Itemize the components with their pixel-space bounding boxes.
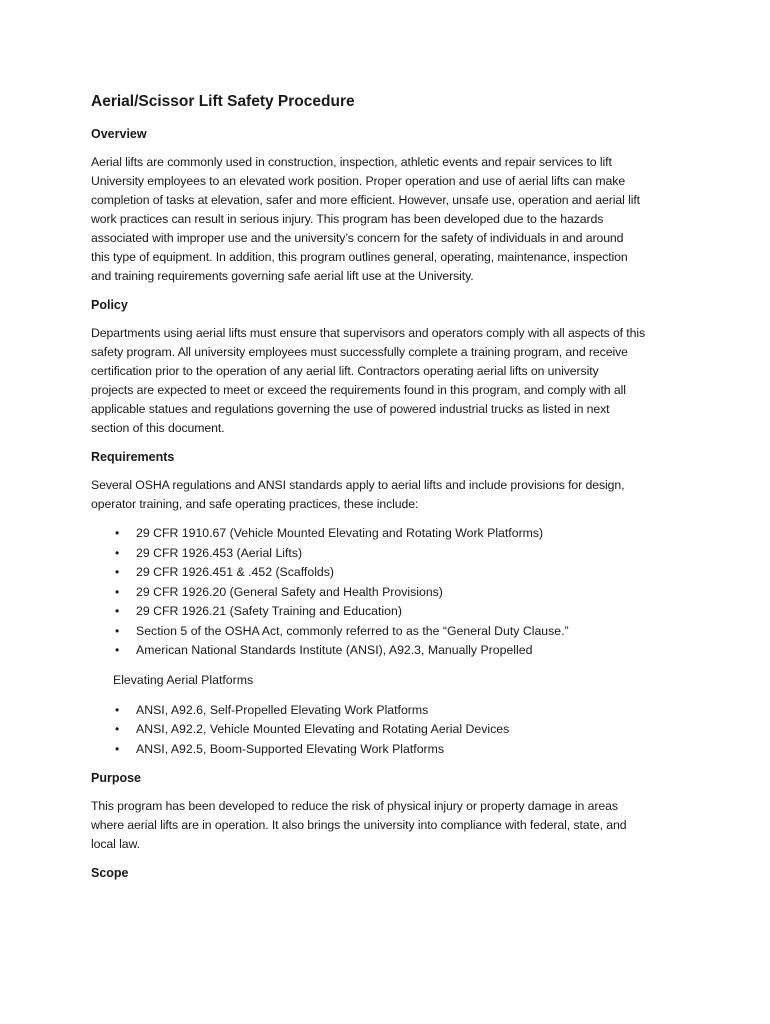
list-item <box>91 524 691 544</box>
purpose-paragraph <box>91 797 691 854</box>
scope-heading: Scope <box>91 866 129 880</box>
policy-line: section of this document. <box>91 421 225 435</box>
list-item-text: American National Standards Institute (ANSI), A92.3, Manually Propelled <box>136 643 533 657</box>
ansi-standards-list <box>91 701 691 760</box>
bullet-icon: • <box>115 526 120 540</box>
list-item-text: ANSI, A92.2, Vehicle Mounted Elevating and Rotating Aerial Devices <box>136 722 510 736</box>
list-item <box>91 602 691 622</box>
overview-paragraph <box>91 153 691 286</box>
list-item-text: 29 CFR 1926.20 (General Safety and Health Provisions) <box>136 584 443 599</box>
purpose-line: local law. <box>91 837 140 851</box>
bullet-icon: • <box>115 623 120 638</box>
document-title: Aerial/Scissor Lift Safety Procedure <box>91 93 355 110</box>
list-item <box>91 701 691 721</box>
policy-paragraph <box>91 324 691 438</box>
bullet-icon: • <box>115 643 120 657</box>
list-item-text: Section 5 of the OSHA Act, commonly referred to as the “General Duty Clause.” <box>136 623 569 638</box>
bullet-icon: • <box>115 565 120 579</box>
requirements-paragraph <box>91 476 691 514</box>
policy-line: applicable statues and regulations governing the use of powered industrial trucks as listed in next <box>91 402 610 416</box>
requirements-line: operator training, and safe operating practices, these include: <box>91 497 419 511</box>
bullet-icon: • <box>115 545 120 560</box>
list-item <box>91 544 691 564</box>
list-item <box>91 720 691 740</box>
list-item <box>91 641 691 661</box>
overview-line: Aerial lifts are commonly used in construction, inspection, athletic events and repair services to lift <box>91 155 612 169</box>
list-item <box>91 740 691 760</box>
document-page <box>91 92 691 892</box>
list-item-text: ANSI, A92.5, Boom-Supported Elevating Work Platforms <box>136 741 445 756</box>
purpose-line: This program has been developed to reduce the risk of physical injury or property damage in areas <box>91 799 618 813</box>
requirements-line: Several OSHA regulations and ANSI standards apply to aerial lifts and include provisions for design, <box>91 478 625 492</box>
overview-heading: Overview <box>91 127 147 141</box>
purpose-line: where aerial lifts are in operation. It also brings the university into compliance with federal, state, and <box>91 818 627 832</box>
policy-line: Departments using aerial lifts must ensure that supervisors and operators comply with all aspects of this <box>91 326 646 340</box>
policy-line: safety program. All university employees must successfully complete a training program, and receive <box>91 345 628 359</box>
policy-heading: Policy <box>91 298 128 312</box>
list-item <box>91 622 691 642</box>
bullet-icon: • <box>115 604 120 618</box>
list-item-text: 29 CFR 1926.453 (Aerial Lifts) <box>136 545 303 560</box>
overview-line: associated with improper use and the university’s concern for the safety of individuals in and around <box>91 231 624 245</box>
bullet-icon: • <box>115 722 120 736</box>
list-item <box>91 563 691 583</box>
list-item-text: 29 CFR 1926.21 (Safety Training and Education) <box>136 604 402 618</box>
policy-line: projects are expected to meet or exceed the requirements found in this program, and comply with all <box>91 383 626 397</box>
overview-line: this type of equipment. In addition, this program outlines general, operating, maintenance, inspection <box>91 250 628 264</box>
list-item-text: 29 CFR 1910.67 (Vehicle Mounted Elevating and Rotating Work Platforms) <box>136 526 544 540</box>
overview-line: University employees to an elevated work position. Proper operation and use of aerial lifts can make <box>91 174 626 188</box>
list-item <box>91 583 691 603</box>
bullet-icon: • <box>115 584 120 599</box>
overview-line: work practices can result in serious injury. This program has been developed due to the hazards <box>91 212 604 226</box>
list-continuation-text: Elevating Aerial Platforms <box>113 672 254 687</box>
requirements-heading: Requirements <box>91 450 175 464</box>
bullet-icon: • <box>115 702 120 717</box>
overview-line: and training requirements governing safe aerial lift use at the University. <box>91 269 474 283</box>
policy-line: certification prior to the operation of any aerial lift. Contractors operating aerial lifts on university <box>91 364 599 378</box>
overview-line: completion of tasks at elevation, safer and more efficient. However, unsafe use, operation and aerial lift <box>91 193 640 207</box>
purpose-heading: Purpose <box>91 771 142 785</box>
list-item-text: ANSI, A92.6, Self-Propelled Elevating Work Platforms <box>136 702 429 717</box>
regulations-list <box>91 524 691 661</box>
bullet-icon: • <box>115 741 120 756</box>
list-item-text: 29 CFR 1926.451 & .452 (Scaffolds) <box>136 565 335 579</box>
